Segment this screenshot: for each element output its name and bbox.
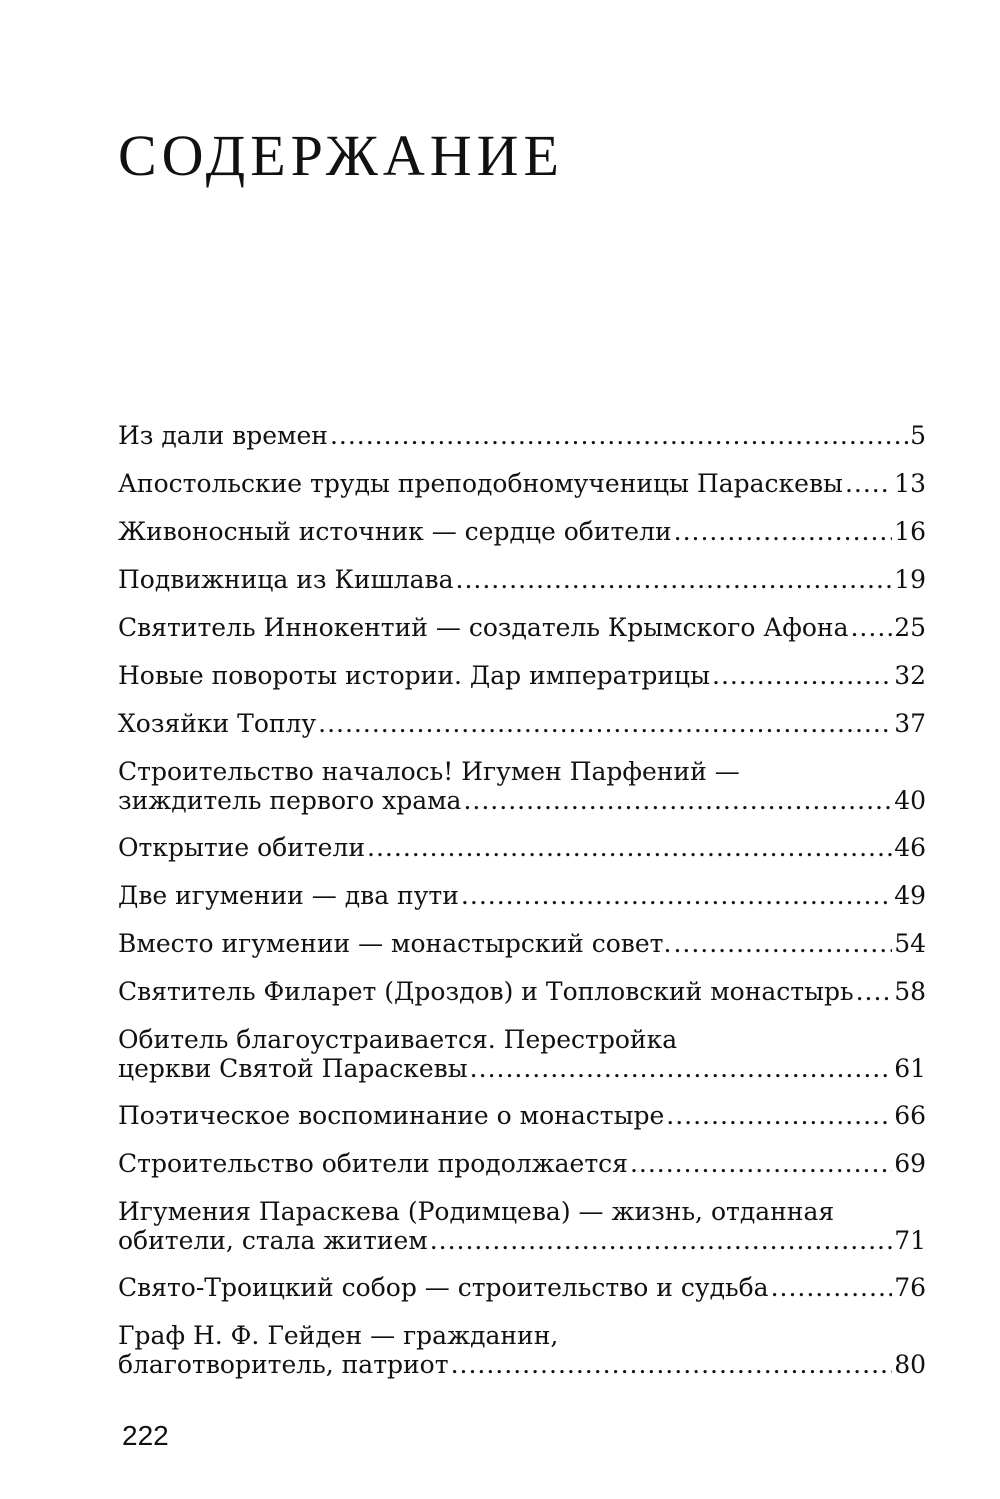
toc-entry-line bbox=[118, 516, 926, 547]
toc-entry-page: 25 bbox=[894, 613, 926, 642]
toc-entry[interactable] bbox=[118, 1320, 926, 1396]
dot-leader bbox=[430, 1225, 892, 1256]
dot-leader bbox=[451, 1349, 893, 1380]
toc-entry[interactable] bbox=[118, 832, 926, 880]
dot-leader bbox=[673, 928, 892, 959]
toc-entry[interactable] bbox=[118, 1148, 926, 1196]
toc-entry[interactable] bbox=[118, 1024, 926, 1100]
toc-entry-line bbox=[118, 708, 926, 739]
table-of-contents bbox=[118, 420, 926, 1396]
toc-entry-title: Подвижница из Кишлава bbox=[118, 565, 454, 594]
toc-entry-page: 32 bbox=[894, 661, 926, 690]
dot-leader bbox=[367, 832, 892, 863]
dot-leader bbox=[630, 1148, 892, 1179]
toc-entry-title: Святитель Филарет (Дроздов) и Топловский монастырь bbox=[118, 977, 854, 1006]
toc-entry-line bbox=[118, 1225, 926, 1256]
toc-entry-line bbox=[118, 1148, 926, 1179]
dot-leader bbox=[456, 564, 893, 595]
toc-entry-title: Апостольские труды преподобномученицы Параскевы bbox=[118, 469, 843, 498]
toc-entry-line bbox=[118, 564, 926, 595]
toc-entry-line bbox=[118, 1272, 926, 1303]
toc-entry[interactable] bbox=[118, 1100, 926, 1148]
toc-entry-line bbox=[118, 660, 926, 691]
dot-leader bbox=[771, 1272, 893, 1303]
toc-entry-title: Живоносный источник — сердце обители bbox=[118, 517, 672, 546]
toc-entry-title-line1: Строительство началось! Игумен Парфений — bbox=[118, 757, 740, 786]
toc-entry-title-line2: обители, стала житием bbox=[118, 1226, 428, 1255]
toc-entry-page: 61 bbox=[894, 1054, 926, 1083]
toc-entry-title: Поэтическое воспоминание о монастыре bbox=[118, 1101, 665, 1130]
toc-entry-title: Две игумении — два пути bbox=[118, 881, 459, 910]
toc-entry-page: 71 bbox=[894, 1226, 926, 1255]
toc-entry-title-line1: Граф Н. Ф. Гейден — гражданин, bbox=[118, 1321, 559, 1350]
toc-entry-page: 49 bbox=[894, 881, 926, 910]
toc-entry-title: Хозяйки Топлу bbox=[118, 709, 317, 738]
toc-entry[interactable] bbox=[118, 660, 926, 708]
toc-entry-line bbox=[118, 420, 926, 451]
toc-entry-title: Новые повороты истории. Дар императрицы bbox=[118, 661, 711, 690]
page-title: СОДЕРЖАНИЕ bbox=[118, 123, 564, 188]
toc-entry-page: 80 bbox=[894, 1350, 926, 1379]
toc-entry-page: 54 bbox=[894, 929, 926, 958]
toc-entry[interactable] bbox=[118, 420, 926, 468]
dot-leader bbox=[330, 420, 908, 451]
toc-entry[interactable] bbox=[118, 1272, 926, 1320]
dot-leader bbox=[461, 880, 892, 911]
toc-entry[interactable] bbox=[118, 928, 926, 976]
toc-entry-title: Открытие обители bbox=[118, 833, 366, 862]
toc-entry-line bbox=[118, 1349, 926, 1380]
toc-entry[interactable] bbox=[118, 516, 926, 564]
dot-leader bbox=[463, 785, 892, 816]
toc-entry-title: Строительство обители продолжается bbox=[118, 1149, 628, 1178]
toc-entry-page: 69 bbox=[894, 1149, 926, 1178]
toc-entry[interactable] bbox=[118, 976, 926, 1024]
dot-leader bbox=[674, 516, 893, 547]
toc-entry[interactable] bbox=[118, 564, 926, 612]
dot-leader bbox=[318, 708, 892, 739]
toc-entry[interactable] bbox=[118, 708, 926, 756]
toc-entry-title-line2: зиждитель первого храма bbox=[118, 786, 462, 815]
toc-entry-page: 76 bbox=[894, 1273, 926, 1302]
toc-entry[interactable] bbox=[118, 756, 926, 832]
toc-entry-title-line1: Обитель благоустраивается. Перестройка bbox=[118, 1025, 678, 1054]
dot-leader bbox=[470, 1053, 893, 1084]
toc-entry-line bbox=[118, 832, 926, 863]
toc-entry-title: Свято-Троицкий собор — строительство и судьба bbox=[118, 1273, 769, 1302]
toc-entry[interactable] bbox=[118, 468, 926, 516]
toc-entry-title: Из дали времен bbox=[118, 421, 328, 450]
toc-entry-title: Святитель Иннокентий — создатель Крымского Афона bbox=[118, 613, 849, 642]
toc-entry-line bbox=[118, 928, 926, 959]
dot-leader bbox=[666, 1100, 892, 1131]
dot-leader bbox=[712, 660, 892, 691]
toc-entry-page: 13 bbox=[894, 469, 926, 498]
toc-entry-page: 37 bbox=[894, 709, 926, 738]
toc-entry-page: 46 bbox=[894, 833, 926, 862]
page-number: 222 bbox=[122, 1420, 169, 1451]
toc-entry-page: 5 bbox=[910, 421, 926, 450]
dot-leader bbox=[850, 612, 892, 643]
dot-leader bbox=[856, 976, 893, 1007]
toc-entry-page: 40 bbox=[894, 786, 926, 815]
toc-entry[interactable] bbox=[118, 1196, 926, 1272]
toc-entry-line bbox=[118, 880, 926, 911]
toc-entry[interactable] bbox=[118, 612, 926, 660]
toc-entry-line bbox=[118, 468, 926, 499]
toc-entry-page: 19 bbox=[894, 565, 926, 594]
toc-entry-line bbox=[118, 1100, 926, 1131]
toc-entry-title: Вместо игумении — монастырский совет. bbox=[118, 929, 672, 958]
toc-entry-page: 66 bbox=[894, 1101, 926, 1130]
toc-entry-page: 16 bbox=[894, 517, 926, 546]
toc-entry[interactable] bbox=[118, 880, 926, 928]
toc-entry-line bbox=[118, 612, 926, 643]
toc-entry-line bbox=[118, 785, 926, 816]
toc-entry-line bbox=[118, 1053, 926, 1084]
toc-entry-title-line1: Игумения Параскева (Родимцева) — жизнь, отданная bbox=[118, 1197, 835, 1226]
toc-entry-title-line2: благотворитель, патриот bbox=[118, 1350, 449, 1379]
toc-entry-page: 58 bbox=[894, 977, 926, 1006]
dot-leader bbox=[845, 468, 892, 499]
toc-entry-line bbox=[118, 976, 926, 1007]
toc-entry-title-line2: церкви Святой Параскевы bbox=[118, 1054, 468, 1083]
